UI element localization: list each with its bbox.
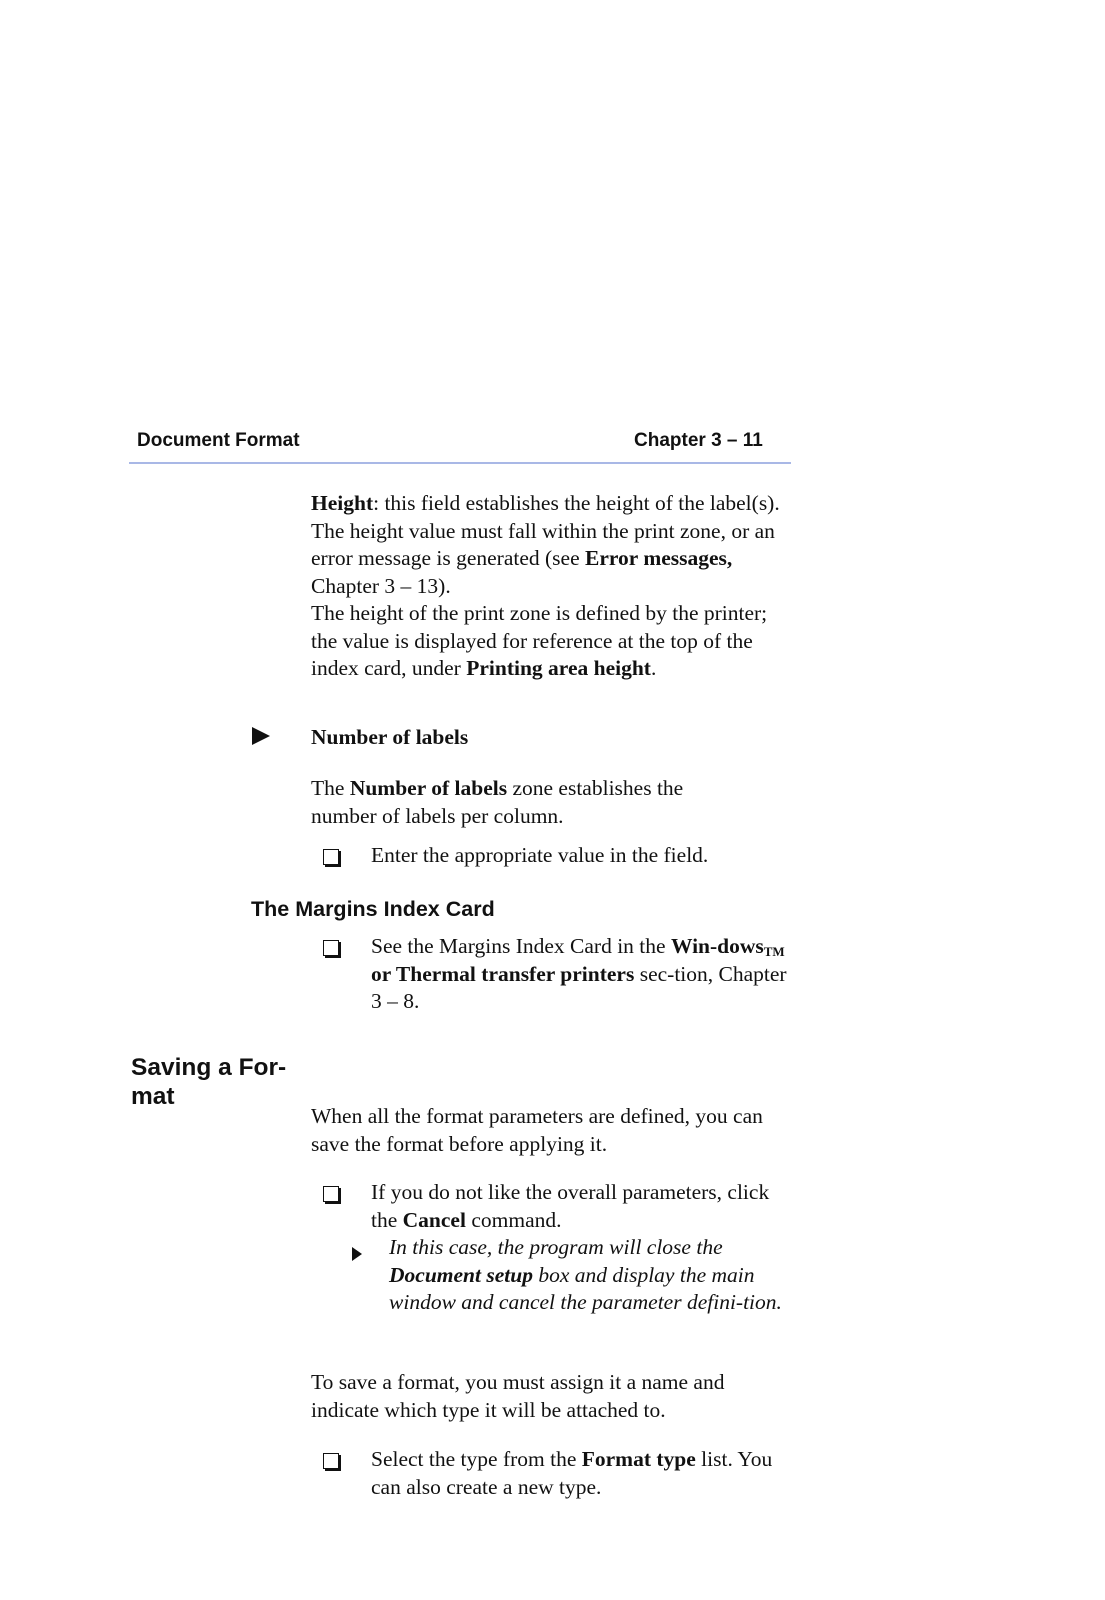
nol-bold: Number of labels: [349, 776, 508, 800]
header-rule: [129, 462, 791, 464]
saving-intro: When all the format parameters are defined, you can save the format before applying it.: [311, 1104, 763, 1156]
margins-heading: The Margins Index Card: [251, 897, 495, 921]
section-title-line1: Saving a For-: [131, 1054, 287, 1081]
cancel-text-b: command.: [465, 1207, 562, 1232]
checkbox-bullet-icon: [323, 1453, 339, 1469]
print-zone-end: .: [650, 656, 657, 680]
note-bold: Document setup: [389, 1262, 533, 1287]
height-paragraph: [311, 490, 796, 600]
cancel-text-a: If you do not like the overall parameters, click the: [371, 1180, 770, 1232]
printing-area-height-ref: Printing area height: [466, 656, 651, 680]
note-pointer-icon: [352, 1247, 362, 1261]
step-see-margins-text: [371, 933, 791, 1016]
checkbox-bullet-icon: [323, 1186, 339, 1202]
note-text-b: box and display the main window and cancel the parameter defini-tion.: [389, 1262, 782, 1314]
height-text: : this field establishes the height of the label(s). The height value must fall within the print zone, or an error message is generated (see: [311, 491, 780, 570]
margins-bold-thermal: or Thermal transfer printers: [371, 961, 635, 986]
nol-text-b: zone establishes the number of labels per column.: [311, 776, 684, 828]
height-ref-rest: Chapter 3 – 13).: [311, 573, 451, 598]
height-term: Height: [311, 491, 374, 515]
tm-subscript: TM: [763, 944, 785, 959]
step-select-type-text: [371, 1446, 781, 1501]
step-cancel-text: [371, 1179, 771, 1234]
checkbox-bullet-icon: [323, 940, 339, 956]
number-of-labels-heading: [311, 724, 468, 752]
select-text-b: list. You can also create a new type.: [371, 1447, 773, 1499]
format-type-bold: Format type: [581, 1447, 696, 1471]
checkbox-bullet-icon: [323, 849, 339, 865]
print-zone-text: The height of the print zone is defined by the printer; the value is displayed for reference at the top of the index card, under: [311, 601, 768, 680]
running-header-title: Document Format: [137, 430, 300, 451]
triangle-bullet-icon: [252, 727, 270, 745]
nol-text-a: The: [311, 776, 350, 800]
step-enter-value-text: Enter the appropriate value in the field.: [371, 843, 709, 867]
margins-text-a: See the Margins Index Card in the: [371, 934, 671, 958]
cancel-note: [389, 1234, 799, 1317]
number-of-labels-paragraph: [311, 775, 731, 830]
print-zone-paragraph: [311, 600, 796, 683]
error-messages-ref: Error messages,: [585, 546, 733, 570]
cancel-bold: Cancel: [402, 1207, 466, 1232]
number-of-labels-heading-text: Number of labels: [311, 725, 469, 749]
running-header-page: Chapter 3 – 11: [634, 430, 763, 451]
saving-paragraph-2: To save a format, you must assign it a name and indicate which type it will be attached to.: [311, 1370, 725, 1422]
note-text-a: In this case, the program will close the: [389, 1235, 723, 1259]
section-title-line2: mat: [131, 1083, 175, 1110]
margins-text-c: sec-tion, Chapter 3 – 8.: [371, 961, 787, 1013]
margins-bold-windows: Win-dows: [670, 934, 764, 958]
select-text-a: Select the type from the: [371, 1447, 582, 1471]
